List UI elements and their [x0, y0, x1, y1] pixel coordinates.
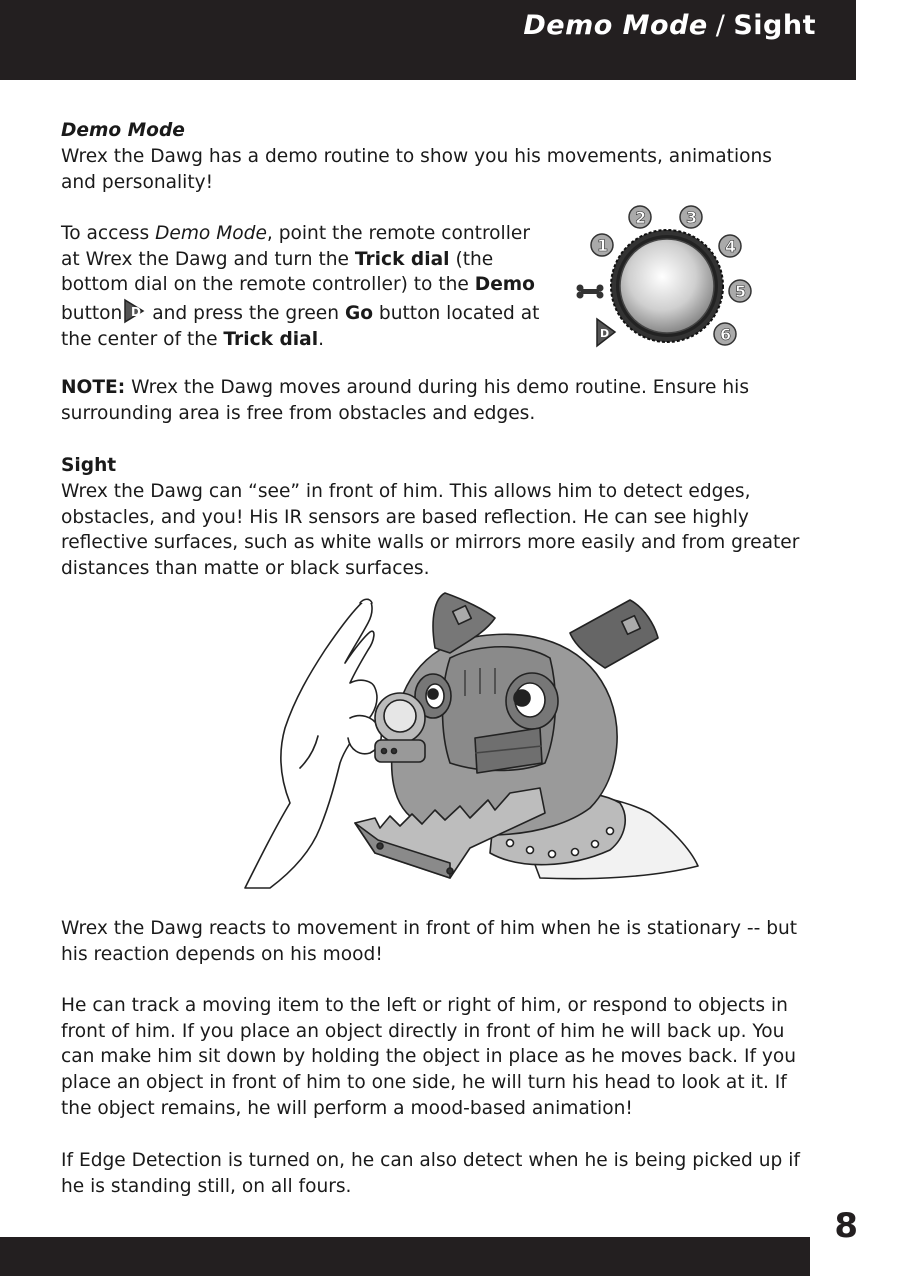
dial-number-5 [729, 280, 751, 302]
demo-mode-heading: Demo Mode [61, 120, 185, 141]
trick-dial-go-button [620, 239, 714, 333]
demo-note-paragraph: NOTE: Wrex the Dawg moves around during his demo routine. Ensure his surrounding area is free from obstacles and edges. [61, 377, 750, 424]
header-title [523, 10, 816, 41]
demo-access-paragraph: To access Demo Mode, point the remote controller at Wrex the Dawg and turn the Trick dial (the bottom dial on the remote controller) to the Demo button D and press the green Go button located at the center of the Trick dial. [61, 223, 540, 350]
dial-number-6 [714, 323, 736, 345]
footer-band [0, 1237, 810, 1276]
svg-text:6: 6 [720, 325, 732, 344]
svg-text:4: 4 [725, 237, 737, 256]
trick-dial-illustration [570, 198, 770, 358]
header-section-demo: Demo Mode [523, 10, 708, 41]
demo-intro-paragraph: Wrex the Dawg has a demo routine to show you his movements, animations and personality! [61, 146, 772, 193]
hand-illustration [245, 599, 381, 888]
svg-text:1: 1 [597, 236, 609, 255]
dial-number-3 [680, 206, 702, 228]
svg-text:5: 5 [735, 282, 747, 301]
header-separator: / [715, 10, 726, 41]
svg-text:D: D [131, 305, 142, 320]
dial-demo-play-icon [597, 319, 615, 346]
sight-paragraph-1: Wrex the Dawg can “see” in front of him. This allows him to detect edges, obstacles, and you! His IR sensors are based reflection. He can see highly reflective surfaces, such as white walls or mirrors more easily and from greater distances than matte or black surfaces. [61, 481, 800, 580]
sight-paragraph-4: If Edge Detection is turned on, he can also detect when he is being picked up if he is standing still, on all fours. [61, 1150, 800, 1197]
dial-number-1 [591, 234, 613, 256]
sight-paragraph-3: He can track a moving item to the left or right of him, or respond to objects in front of him. If you place an object directly in front of him he will back up. You can make him sit down by holding the object in place as he moves back. If you place an object in front of him to one side, he will turn his head to look at it. If the object remains, he will perform a mood-based animation! [61, 995, 797, 1119]
hand-and-dog-illustration [150, 588, 710, 893]
bone-icon [577, 285, 604, 299]
header-section-sight: Sight [733, 10, 816, 41]
note-label: NOTE: [61, 377, 126, 398]
svg-text:2: 2 [635, 208, 647, 227]
svg-text:3: 3 [686, 208, 698, 227]
svg-text:D: D [600, 327, 610, 340]
dial-number-2 [629, 206, 651, 228]
header-band [0, 0, 856, 80]
sight-paragraph-2: Wrex the Dawg reacts to movement in front of him when he is stationary -- but his reaction depends on his mood! [61, 918, 798, 965]
page-number: 8 [834, 1206, 858, 1246]
dog-illustration [355, 593, 698, 879]
demo-play-icon [122, 298, 146, 324]
dial-number-4 [719, 235, 741, 257]
sight-heading: Sight [61, 455, 117, 476]
